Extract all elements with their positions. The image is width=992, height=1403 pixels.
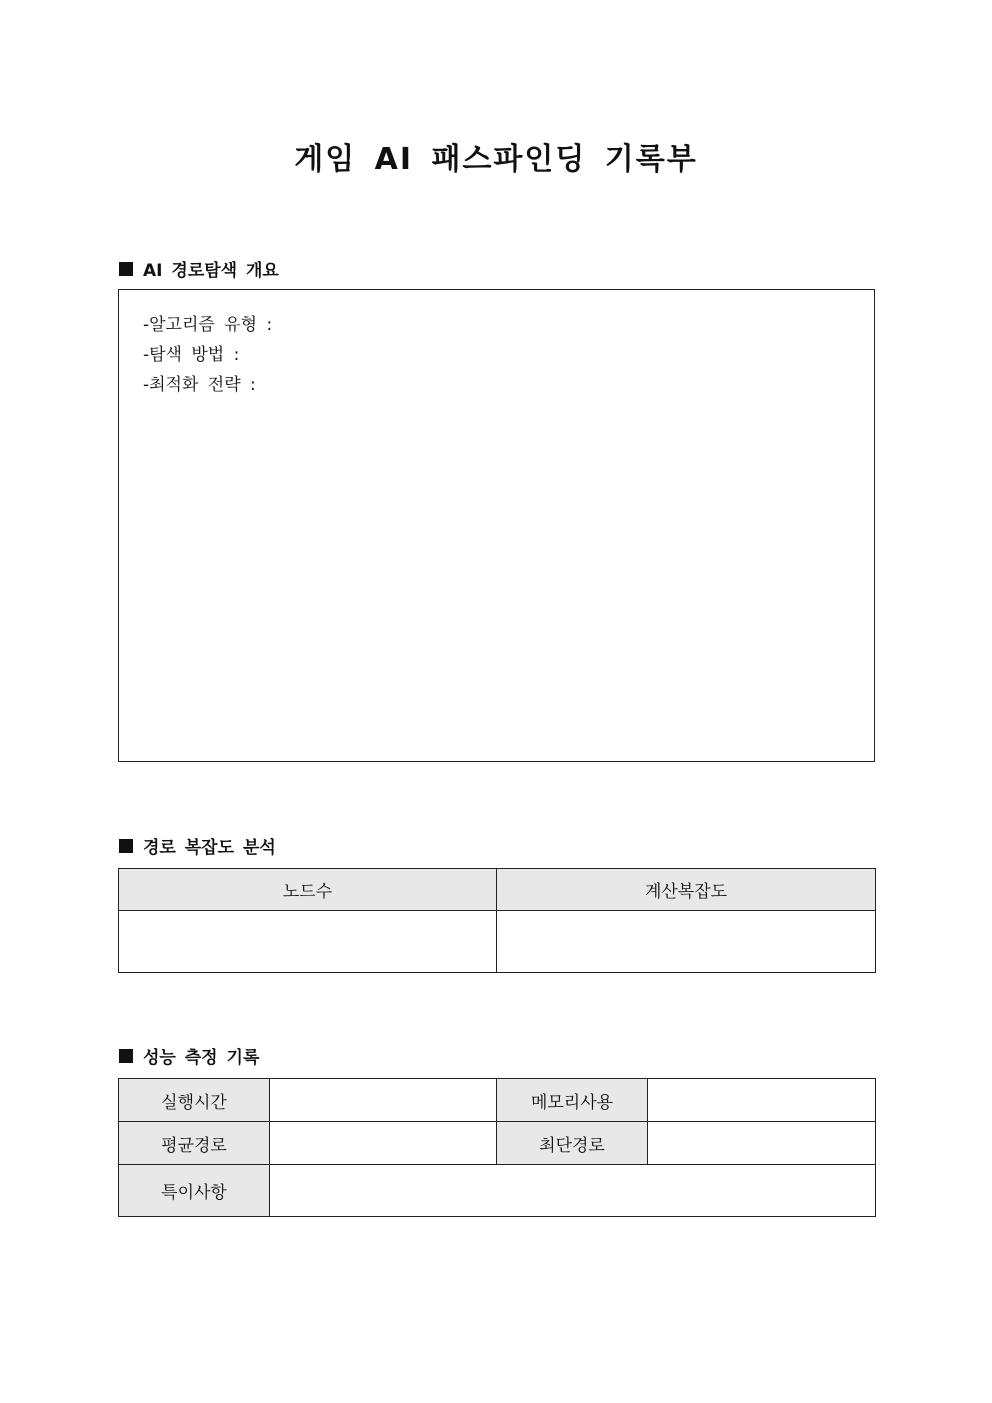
memory-label: 메모리사용 (497, 1079, 648, 1122)
overview-line-optimization: -최적화 전략 : (143, 375, 256, 395)
performance-heading-text: 성능 측정 기록 (143, 1048, 260, 1068)
column-header-complexity: 계산복잡도 (497, 869, 876, 911)
complexity-heading-text: 경로 복잡도 분석 (143, 838, 276, 858)
exec-time-label: 실행시간 (119, 1079, 270, 1122)
notes-label: 특이사항 (119, 1165, 270, 1217)
square-bullet-icon (119, 1049, 133, 1063)
square-bullet-icon (119, 262, 133, 276)
document-title: 게임 AI 패스파인딩 기록부 (294, 142, 698, 177)
avg-path-value-cell[interactable] (270, 1122, 497, 1165)
avg-path-label: 평균경로 (119, 1122, 270, 1165)
complexity-value-cell[interactable] (497, 911, 876, 973)
overview-line-search-method: -탐색 방법 : (143, 345, 240, 365)
complexity-heading (119, 833, 276, 858)
notes-value-cell[interactable] (270, 1165, 876, 1217)
performance-table (118, 1078, 876, 1217)
complexity-table (118, 868, 876, 973)
overview-box[interactable] (118, 289, 875, 762)
overview-heading-text: AI 경로탐색 개요 (143, 261, 279, 281)
shortest-path-value-cell[interactable] (648, 1122, 876, 1165)
overview-line-algorithm: -알고리즘 유형 : (143, 315, 273, 335)
shortest-path-label: 최단경로 (497, 1122, 648, 1165)
performance-heading (119, 1043, 259, 1068)
overview-lines (143, 310, 272, 400)
nodes-value-cell[interactable] (119, 911, 497, 973)
square-bullet-icon (119, 839, 133, 853)
memory-value-cell[interactable] (648, 1079, 876, 1122)
overview-heading (119, 256, 279, 281)
exec-time-value-cell[interactable] (270, 1079, 497, 1122)
column-header-nodes: 노드수 (119, 869, 497, 911)
